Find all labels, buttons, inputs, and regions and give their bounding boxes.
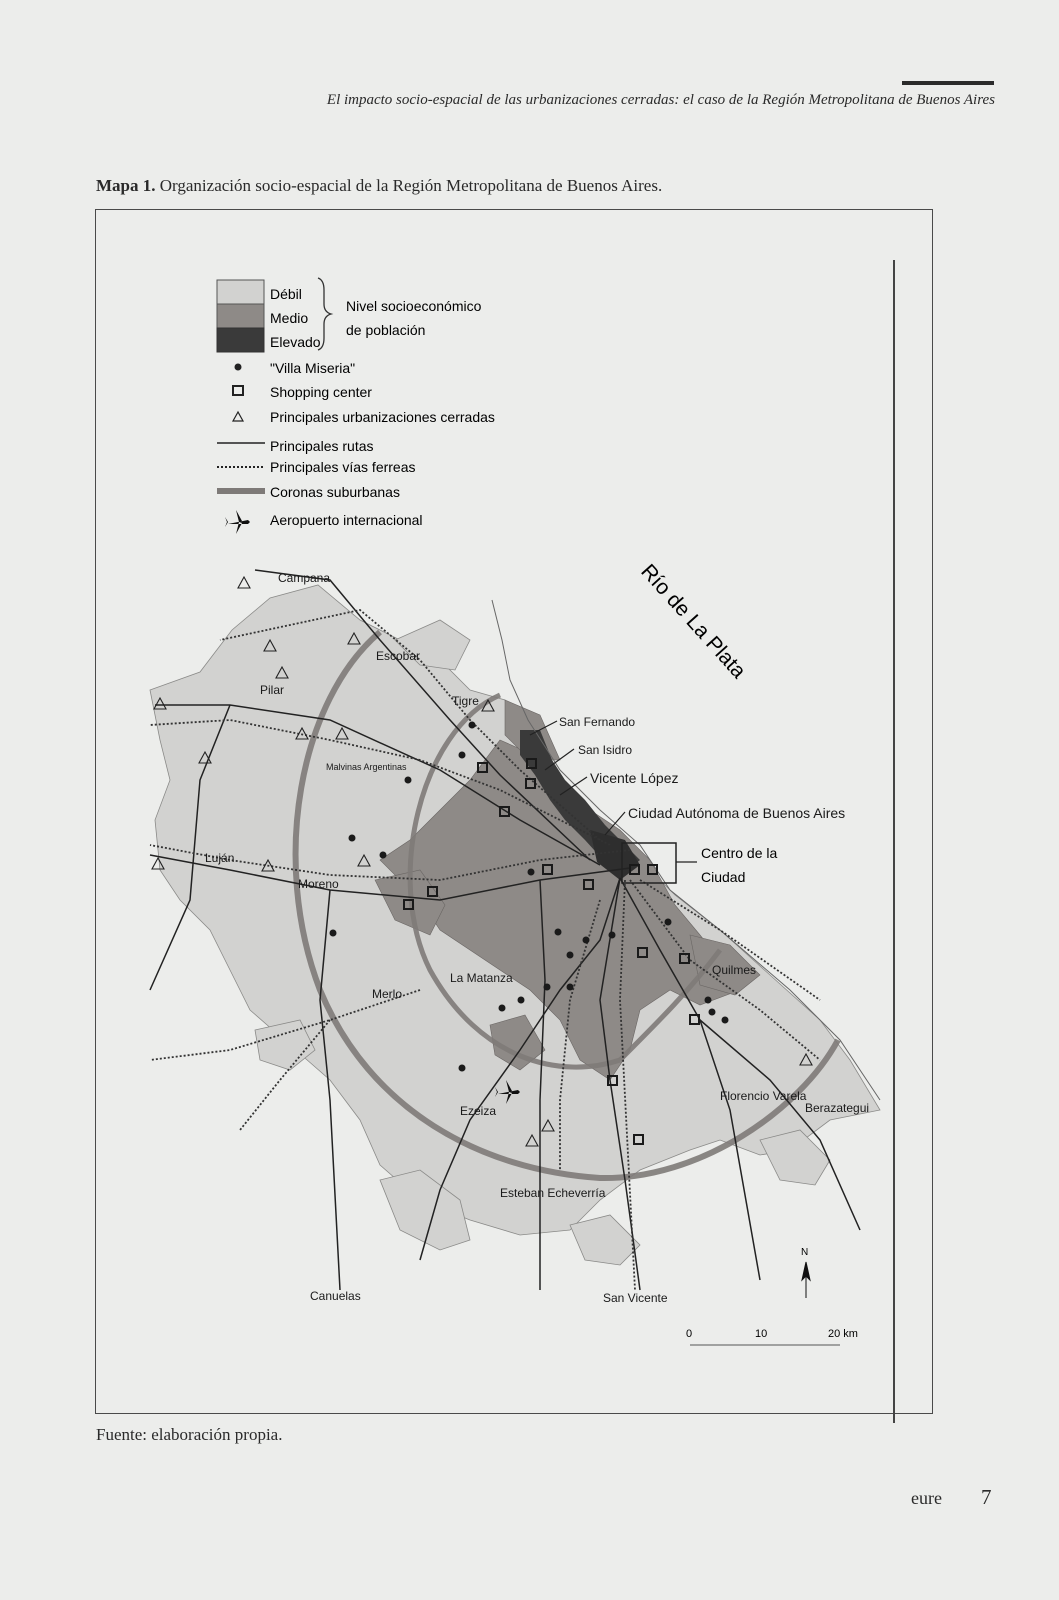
figure-source: Fuente: elaboración propia. [96,1425,283,1444]
running-title: El impacto socio-espacial de las urbanizaciones cerradas: el caso de la Región Metropolitana de Buenos Aires [326,92,995,108]
legend-swatch-debil [217,280,264,304]
legend-label-shopping: Shopping center [270,384,372,400]
triangle-icon [233,412,243,421]
scale-bar [686,1328,858,1345]
legend-label-villa: "Villa Miseria" [270,360,356,376]
legend-label-urbanizaciones: Principales urbanizaciones cerradas [270,409,495,425]
legend [217,278,495,534]
legend-group-label-1: Nivel socioeconómico [346,298,482,314]
villa-dot [380,852,387,859]
label-esteban-echeverria: Esteban Echeverría [500,1186,606,1200]
page-number: 7 [981,1485,992,1509]
figure-caption-text: Organización socio-espacial de la Región Metropolitana de Buenos Aires. [159,176,663,195]
label-vicente-lopez: Vicente López [590,770,679,786]
scale-label-20: 20 km [828,1328,858,1340]
villa-dot [709,1009,716,1016]
label-san-isidro: San Isidro [578,743,633,757]
legend-label-medio: Medio [270,310,309,326]
label-lujan: Luján [205,851,235,865]
villa-dot [705,997,712,1004]
villa-dot [665,919,672,926]
label-malvinas: Malvinas Argentinas [326,762,407,772]
label-caba: Ciudad Autónoma de Buenos Aires [628,805,846,821]
urban-area-debil-ss [570,1215,640,1265]
villa-dot [469,722,476,729]
label-la-matanza: La Matanza [450,971,513,985]
villa-dot [528,869,535,876]
shopping-center-icon [233,386,243,395]
airplane-icon [225,510,250,534]
label-pilar: Pilar [260,683,285,697]
figure-caption-label: Mapa 1. [96,176,156,195]
villa-dot [518,997,525,1004]
label-quilmes: Quilmes [712,963,757,977]
label-tigre: Tigre [452,694,479,708]
label-campana: Campana [278,571,331,585]
villa-dot [567,952,574,959]
villa-dot [499,1005,506,1012]
villa-dot [459,752,466,759]
villa-dot [459,1065,466,1072]
label-escobar: Escobar [376,649,421,663]
legend-label-coronas: Coronas suburbanas [270,484,400,500]
centro-label-2: Ciudad [701,869,746,885]
villa-miseria-icon [235,364,242,371]
legend-label-elevado: Elevado [270,334,321,350]
north-arrow-icon [801,1247,810,1298]
legend-label-aeropuerto: Aeropuerto internacional [270,512,423,528]
villa-dot [722,1017,729,1024]
villa-dot [555,929,562,936]
label-florencio-varela: Florencio Varela [720,1089,807,1103]
label-canuelas: Canuelas [310,1289,361,1303]
legend-group-label-2: de población [346,322,426,338]
villa-dot [609,932,616,939]
scale-label-0: 0 [686,1328,693,1340]
legend-label-debil: Débil [270,286,302,302]
label-san-vicente: San Vicente [603,1291,668,1305]
centro-label-1: Centro de la [701,845,778,861]
legend-label-rutas: Principales rutas [270,438,374,454]
villa-dot [349,835,356,842]
label-berazategui: Berazategui [805,1101,870,1115]
villa-dot [583,937,590,944]
label-moreno: Moreno [298,877,339,891]
map-body [150,560,880,1345]
legend-label-vias: Principales vías ferreas [270,459,416,475]
legend-swatch-medio [217,304,264,328]
north-label: N [801,1247,809,1258]
legend-swatch-elevado [217,328,264,352]
journal-name: eure [911,1488,942,1508]
label-ezeiza: Ezeiza [460,1104,497,1118]
villa-dot [544,984,551,991]
river-label: Río de La Plata [636,559,751,683]
triangle-marker [238,577,250,588]
villa-dot [567,984,574,991]
label-merlo: Merlo [372,987,403,1001]
villa-dot [330,930,337,937]
villa-dot [405,777,412,784]
scale-label-10: 10 [755,1328,768,1340]
label-san-fernando: San Fernando [559,715,636,729]
